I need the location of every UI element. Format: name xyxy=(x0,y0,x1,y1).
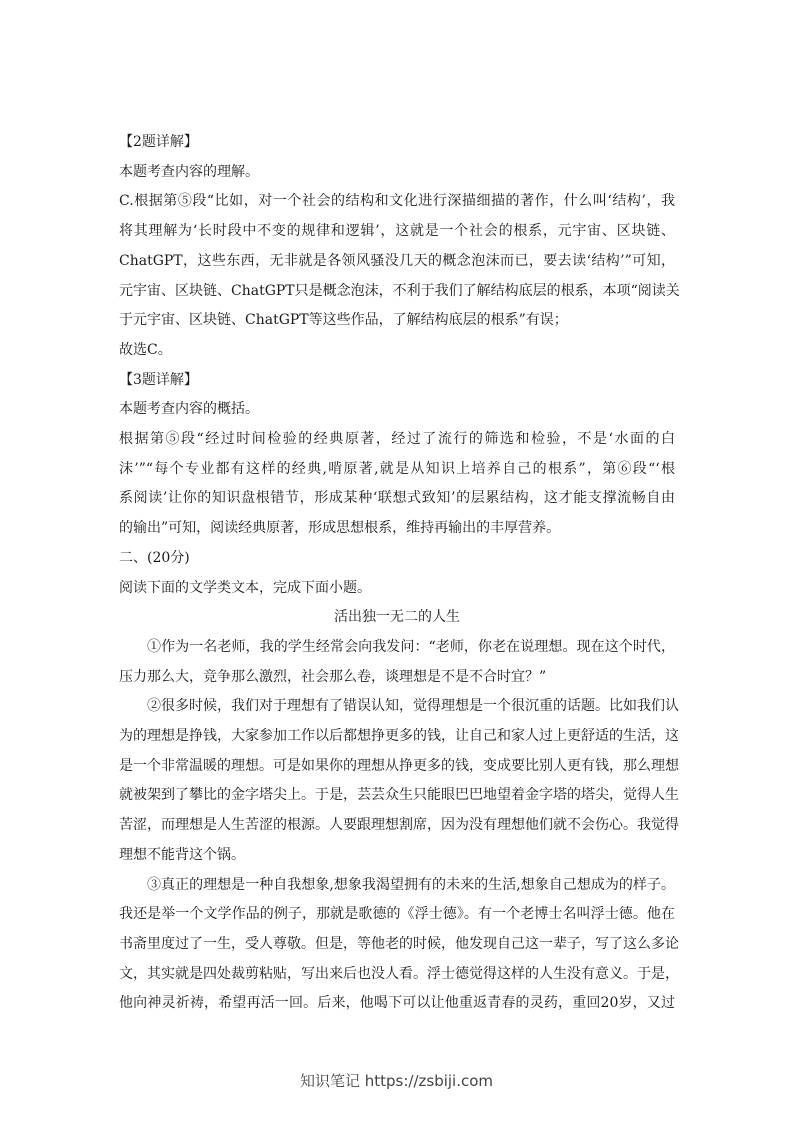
passage-line: ②很多时候，我们对于理想有了错误认知，觉得理想是一个很沉重的话题。比如我们认 xyxy=(147,698,679,715)
passage-line: 文，其实就是四处裁剪粘贴，写出来后也没人看。浮士德觉得这样的人生没有意义。于是， xyxy=(119,965,679,982)
reading-instruction: 阅读下面的文学类文本，完成下面小题。 xyxy=(119,579,371,596)
answer-line: 故选C。 xyxy=(119,341,172,358)
answer-line: 根据第⑤段“经过时间检验的经典原著，经过了流行的筛选和检验，不是‘水面的白 xyxy=(119,431,675,448)
passage-title: 活出独一无二的人生 xyxy=(334,609,460,626)
answer-line: 本题考查内容的概括。 xyxy=(119,401,259,418)
answer-line: 将其理解为‘长时段中不变的规律和逻辑’，这就是一个社会的根系，元宇宙、区块链、 xyxy=(119,223,675,240)
answer-line: 于元宇宙、区块链、ChatGPT等这些作品，了解结构底层的根系”有误； xyxy=(119,312,568,329)
passage-line: ③真正的理想是一种自我想象,想象我渴望拥有的未来的生活,想象自己想成为的样子。 xyxy=(147,876,675,893)
section-heading-2: 【2题详解】 xyxy=(119,134,198,150)
passage-line: 压力那么大，竞争那么激烈，社会那么卷，谈理想是不是不合时宜？” xyxy=(119,668,547,685)
passage-line: 他向神灵祈祷，希望再活一回。后来，他喝下可以让他重返青春的灵药，重回20岁，又过 xyxy=(119,995,675,1012)
answer-line: ChatGPT，这些东西，无非就是各领风骚没几天的概念泡沫而已，要去读‘结构’”可知， xyxy=(119,252,675,269)
answer-line: 的输出”可知，阅读经典原著，形成思想根系，维持再输出的丰厚营养。 xyxy=(119,520,561,537)
part-two-heading: 二、(20分) xyxy=(119,549,190,566)
passage-line: 是一个非常温暖的理想。可是如果你的理想从挣更多的钱，变成要比别人更有钱，那么理想 xyxy=(119,757,679,774)
footer-watermark: 知识笔记 https://zsbiji.com xyxy=(299,1072,494,1090)
passage-line: 书斋里度过了一生，受人尊敬。但是，等他老的时候，他发现自己这一辈子，写了这么多论 xyxy=(119,935,679,952)
answer-line: 系阅读’让你的知识盘根错节，形成某种‘联想式致知’的层累结构，这才能支撑流畅自由 xyxy=(119,490,675,507)
answer-line: C.根据第⑤段“比如，对一个社会的结构和文化进行深描细描的著作，什么叫‘结构’，我 xyxy=(119,193,675,210)
answer-line: 沫’”“每个专业都有这样的经典,啃原著,就是从知识上培养自己的根系”，第⑥段“‘根 xyxy=(119,460,675,477)
passage-line: ①作为一名老师，我的学生经常会向我发问：“老师，你老在说理想。现在这个时代， xyxy=(147,638,675,655)
passage-line: 理想不能背这个锅。 xyxy=(119,846,245,863)
passage-line: 为的理想是挣钱，大家参加工作以后都想挣更多的钱，让自己和家人过上更舒适的生活，这 xyxy=(119,728,679,745)
section-heading-3: 【3题详解】 xyxy=(119,371,198,388)
answer-line: 元宇宙、区块链、ChatGPT只是概念泡沫，不利于我们了解结构底层的根系，本项“阅读关 xyxy=(119,282,680,299)
answer-line: 本题考查内容的理解。 xyxy=(119,163,259,180)
passage-line: 苦涩，而理想是人生苦涩的根源。人要跟理想割席，因为没有理想他们就不会伤心。我觉得 xyxy=(119,817,679,834)
document-body xyxy=(119,128,680,1019)
passage-line: 就被架到了攀比的金字塔尖上。于是，芸芸众生只能眼巴巴地望着金字塔的塔尖，觉得人生 xyxy=(119,787,679,804)
passage-line: 我还是举一个文学作品的例子，那就是歌德的《浮士德》。有一个老博士名叫浮士德。他在 xyxy=(119,906,675,923)
